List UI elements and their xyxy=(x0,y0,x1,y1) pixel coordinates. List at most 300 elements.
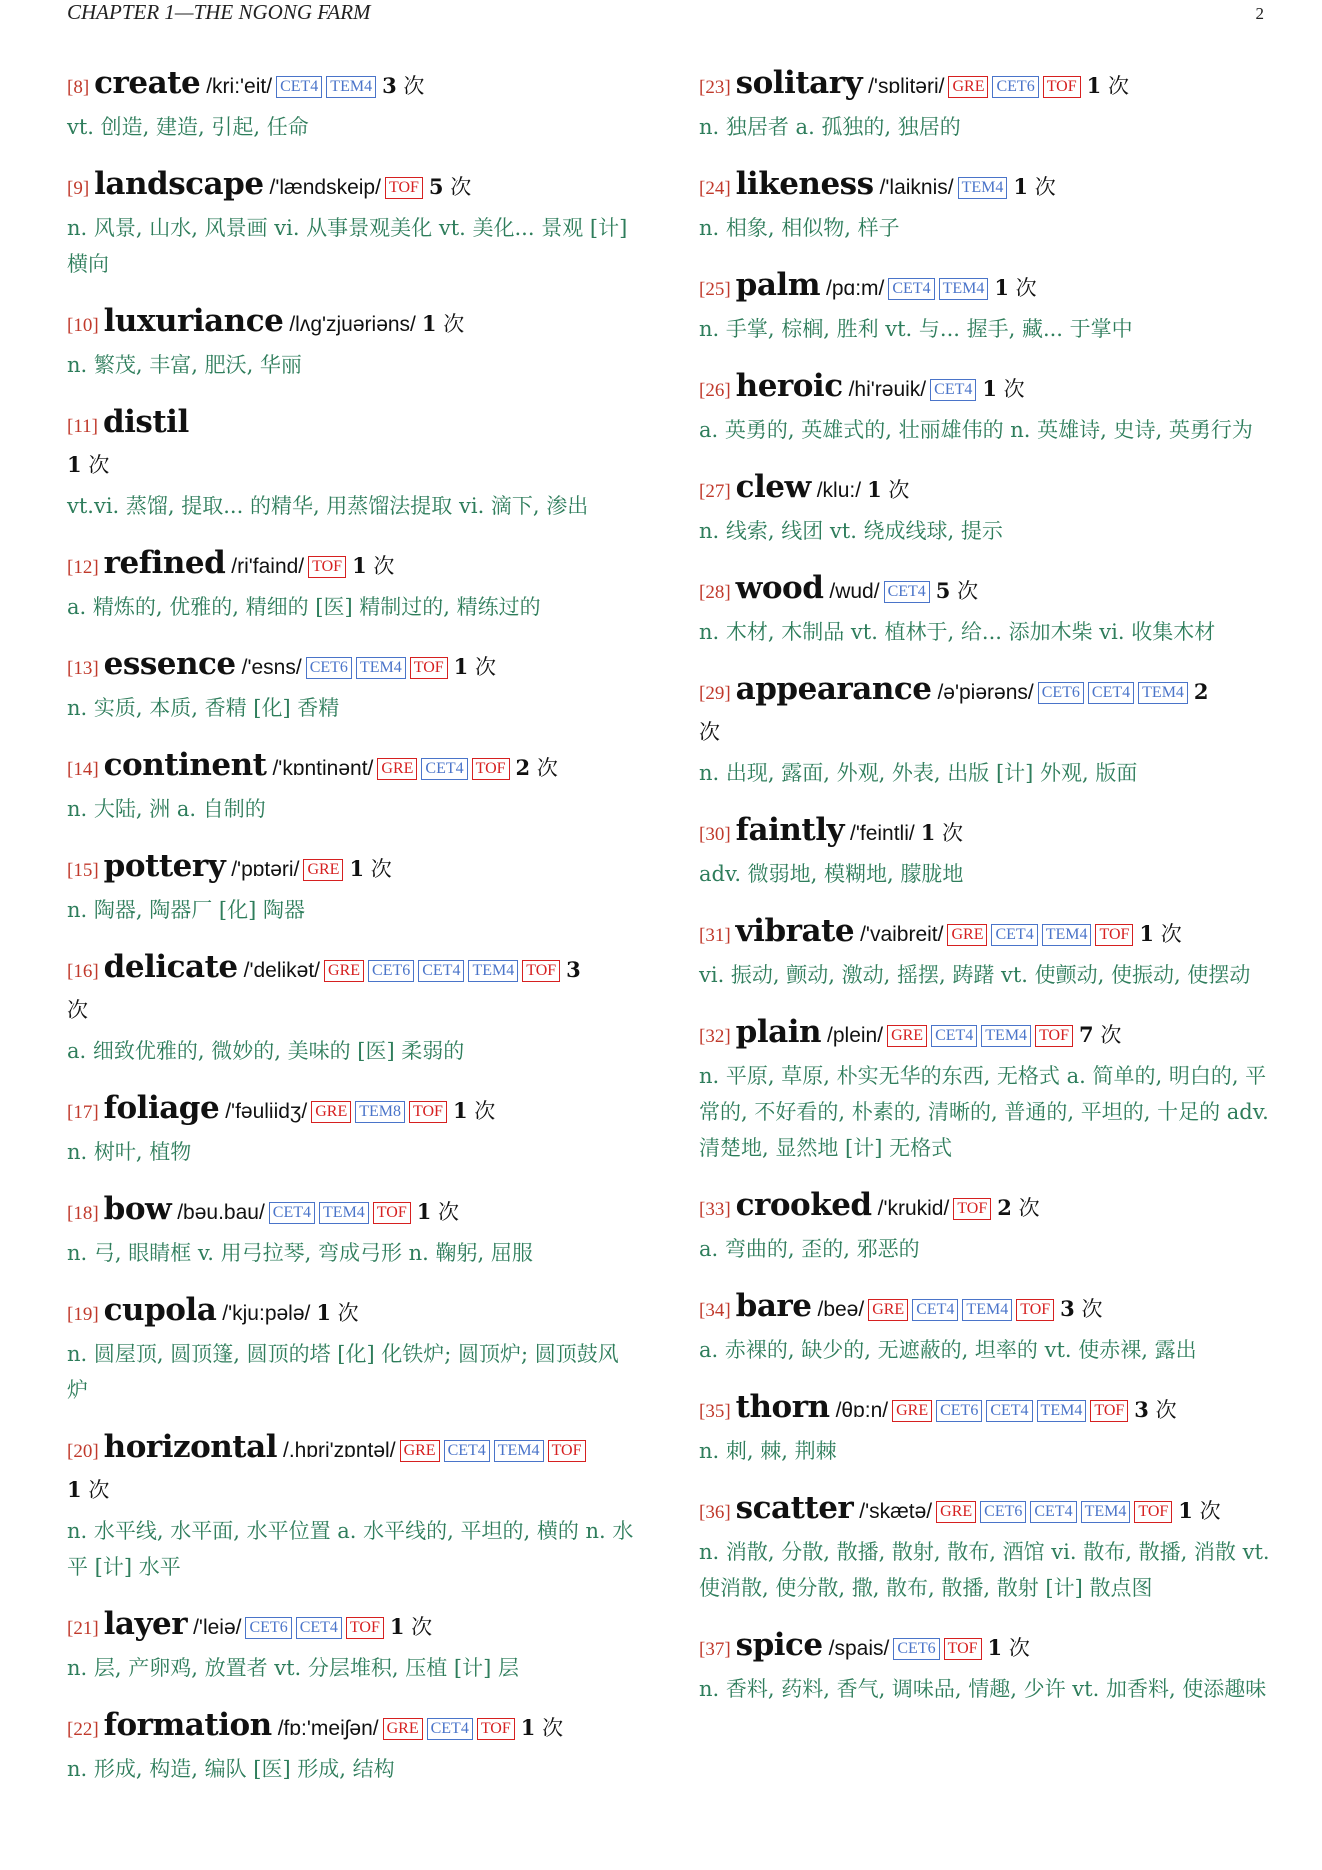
count-value: 1 xyxy=(352,553,367,578)
phonetic: /'skætə/ xyxy=(859,1500,933,1523)
exam-tag-tem4: TEM4 xyxy=(1042,924,1092,946)
entry-number: [23] xyxy=(699,77,731,98)
entry-number: [12] xyxy=(67,557,99,578)
phonetic: /'lændskeip/ xyxy=(269,176,381,199)
count-value: 1 xyxy=(67,1477,82,1502)
entry-number: [17] xyxy=(67,1102,99,1123)
headword: continent xyxy=(103,747,267,783)
definition: n. 消散, 分散, 散播, 散射, 散布, 酒馆 vi. 散布, 散播, 消散 vt. 使消散, 使分散, 撒, 散布, 散播, 散射 [计] 散点图 xyxy=(699,1540,1270,1600)
entry-number: [37] xyxy=(699,1639,731,1660)
exam-tag-tof: TOF xyxy=(953,1198,991,1220)
definition: n. 树叶, 植物 xyxy=(67,1140,192,1164)
count-unit: 次 xyxy=(370,857,392,881)
exam-tag-tem4: TEM4 xyxy=(1081,1501,1131,1523)
exam-tag-gre: GRE xyxy=(324,960,364,982)
definition: n. 形成, 构造, 编队 [医] 形成, 结构 xyxy=(67,1757,395,1781)
entry-number: [20] xyxy=(67,1441,99,1462)
headword-line xyxy=(699,1489,1271,1532)
phonetic: /'leiə/ xyxy=(193,1616,242,1639)
count-value: 2 xyxy=(1193,679,1209,704)
phonetic: /wud/ xyxy=(829,580,880,603)
definition: n. 香料, 药料, 香气, 调味品, 情趣, 少许 vt. 加香料, 使添趣味 xyxy=(699,1677,1267,1701)
count-value: 2 xyxy=(997,1195,1012,1220)
frequency-count xyxy=(516,756,558,780)
headword-line xyxy=(67,403,639,486)
vocab-entry xyxy=(699,912,1271,993)
phonetic: /'sɒlitəri/ xyxy=(868,75,945,98)
exam-tag-gre: GRE xyxy=(892,1400,932,1422)
phonetic: /ri'faind/ xyxy=(231,555,305,578)
count-value: 1 xyxy=(1178,1498,1193,1523)
exam-tag-gre: GRE xyxy=(868,1299,908,1321)
count-unit: 次 xyxy=(88,453,110,477)
count-unit: 次 xyxy=(1155,1398,1177,1422)
headword-line xyxy=(699,569,1271,612)
definition: n. 木材, 木制品 vt. 植林于, 给... 添加木柴 vi. 收集木材 xyxy=(699,620,1216,644)
entry-number: [16] xyxy=(67,961,99,982)
headword-line xyxy=(67,948,639,1031)
exam-tag-tem4: TEM4 xyxy=(326,76,376,98)
count-value: 1 xyxy=(994,275,1009,300)
entry-number: [21] xyxy=(67,1618,99,1639)
count-value: 1 xyxy=(316,1300,331,1325)
phonetic: /θɒ:n/ xyxy=(835,1399,889,1422)
frequency-count xyxy=(454,655,496,679)
headword: cupola xyxy=(103,1292,217,1328)
frequency-count xyxy=(1139,922,1181,946)
headword-line xyxy=(699,811,1271,854)
count-unit: 次 xyxy=(438,1200,460,1224)
headword: foliage xyxy=(103,1090,220,1126)
count-unit: 次 xyxy=(450,175,472,199)
headword: scatter xyxy=(735,1490,854,1526)
phonetic: /'laiknis/ xyxy=(879,176,954,199)
vocab-entry xyxy=(67,1605,639,1686)
vocab-entry xyxy=(67,1706,639,1787)
headword: vibrate xyxy=(735,913,855,949)
headword: plain xyxy=(735,1014,822,1050)
entry-number: [22] xyxy=(67,1719,99,1740)
frequency-count xyxy=(867,478,909,502)
headword: solitary xyxy=(735,65,863,101)
count-unit: 次 xyxy=(1008,1636,1030,1660)
headword-line xyxy=(699,912,1271,955)
vocab-entry xyxy=(699,569,1271,650)
vocab-entry xyxy=(699,367,1271,448)
phonetic: /'vaibreit/ xyxy=(860,923,944,946)
count-value: 1 xyxy=(67,452,82,477)
frequency-count xyxy=(316,1301,358,1325)
vocab-entry xyxy=(67,544,639,625)
exam-tag-tem4: TEM4 xyxy=(356,657,406,679)
headword-line xyxy=(699,64,1271,107)
headword-line xyxy=(67,1190,639,1233)
exam-tag-tof: TOF xyxy=(1035,1025,1073,1047)
definition: vt. 创造, 建造, 引起, 任命 xyxy=(67,115,309,139)
phonetic: /'fəuliidʒ/ xyxy=(225,1100,308,1123)
exam-tag-cet4: CET4 xyxy=(931,1025,977,1047)
entry-number: [28] xyxy=(699,582,731,603)
phonetic: /kri:'eit/ xyxy=(206,75,273,98)
definition: a. 精炼的, 优雅的, 精细的 [医] 精制过的, 精练过的 xyxy=(67,595,541,619)
phonetic: /'krukid/ xyxy=(877,1197,950,1220)
headword: essence xyxy=(103,646,236,682)
frequency-count xyxy=(1060,1297,1102,1321)
headword-line xyxy=(699,1388,1271,1431)
count-value: 7 xyxy=(1079,1022,1094,1047)
headword: wood xyxy=(735,570,824,606)
headword: bow xyxy=(103,1191,172,1227)
frequency-count xyxy=(997,1196,1039,1220)
count-value: 5 xyxy=(428,174,444,199)
exam-tag-cet4: CET4 xyxy=(930,379,976,401)
exam-tag-cet6: CET6 xyxy=(245,1617,291,1639)
exam-tag-tof: TOF xyxy=(522,960,560,982)
phonetic: /ə'piərəns/ xyxy=(937,681,1034,704)
definition: a. 细致优雅的, 微妙的, 美味的 [医] 柔弱的 xyxy=(67,1039,465,1063)
definition: n. 层, 产卵鸡, 放置者 vt. 分层堆积, 压植 [计] 层 xyxy=(67,1656,519,1680)
phonetic: /.hɒri'zɒntəl/ xyxy=(282,1439,396,1462)
frequency-count xyxy=(417,1200,459,1224)
headword-line xyxy=(699,165,1271,208)
count-unit: 次 xyxy=(888,478,910,502)
phonetic: /'esns/ xyxy=(241,656,302,679)
phonetic: /plein/ xyxy=(827,1024,884,1047)
entry-number: [32] xyxy=(699,1026,731,1047)
count-unit: 次 xyxy=(699,720,720,744)
vocab-entry xyxy=(699,1388,1271,1469)
headword-line xyxy=(699,1626,1271,1669)
frequency-count xyxy=(994,276,1036,300)
frequency-count xyxy=(422,312,464,336)
phonetic: /'pɒtəri/ xyxy=(231,858,300,881)
vocab-entry xyxy=(699,468,1271,549)
exam-tag-tof: TOF xyxy=(308,556,346,578)
headword-line xyxy=(699,1186,1271,1229)
vocab-entry xyxy=(67,1089,639,1170)
frequency-count xyxy=(921,821,963,845)
exam-tag-cet6: CET6 xyxy=(1038,682,1084,704)
exam-tag-cet4: CET4 xyxy=(1088,682,1134,704)
exam-tag-gre: GRE xyxy=(303,859,343,881)
headword-line xyxy=(67,645,639,688)
definition: n. 手掌, 棕榈, 胜利 vt. 与... 握手, 藏... 于掌中 xyxy=(699,317,1133,341)
count-unit: 次 xyxy=(373,554,395,578)
exam-tag-tof: TOF xyxy=(944,1638,982,1660)
count-unit: 次 xyxy=(1003,377,1025,401)
definition: n. 相象, 相似物, 样子 xyxy=(699,216,900,240)
vocab-entry xyxy=(699,1287,1271,1368)
frequency-count xyxy=(349,857,391,881)
definition: n. 陶器, 陶器厂 [化] 陶器 xyxy=(67,898,305,922)
entry-number: [27] xyxy=(699,481,731,502)
vocab-entry xyxy=(699,165,1271,246)
count-unit: 次 xyxy=(67,998,88,1022)
vocab-entry xyxy=(699,1626,1271,1707)
entry-number: [36] xyxy=(699,1502,731,1523)
vocab-entry xyxy=(699,670,1271,791)
definition: a. 英勇的, 英雄式的, 壮丽雄伟的 n. 英雄诗, 史诗, 英勇行为 xyxy=(699,418,1253,442)
headword-line xyxy=(699,266,1271,309)
exam-tag-tof: TOF xyxy=(1134,1501,1172,1523)
exam-tag-cet6: CET6 xyxy=(992,76,1038,98)
exam-tag-cet4: CET4 xyxy=(1030,1501,1076,1523)
frequency-count xyxy=(1178,1499,1220,1523)
definition: n. 大陆, 洲 a. 自制的 xyxy=(67,797,266,821)
page-number: 2 xyxy=(1255,4,1264,23)
exam-tag-tof: TOF xyxy=(472,758,510,780)
exam-tag-tof: TOF xyxy=(477,1718,515,1740)
vocab-entry xyxy=(699,1186,1271,1267)
exam-tag-tem8: TEM8 xyxy=(355,1101,405,1123)
headword: faintly xyxy=(735,812,845,848)
frequency-count xyxy=(390,1615,432,1639)
frequency-count xyxy=(521,1716,563,1740)
vocab-entry xyxy=(67,1291,639,1408)
left-column xyxy=(67,64,639,1807)
count-value: 1 xyxy=(520,1715,536,1740)
exam-tag-tem4: TEM4 xyxy=(939,278,989,300)
headword: landscape xyxy=(94,166,264,202)
headword-line xyxy=(67,847,639,890)
vocab-entry xyxy=(699,1013,1271,1166)
entry-number: [30] xyxy=(699,824,731,845)
headword-line xyxy=(699,1287,1271,1330)
count-unit: 次 xyxy=(957,579,979,603)
headword: create xyxy=(94,65,201,101)
frequency-count xyxy=(429,175,471,199)
headword-line xyxy=(67,1089,639,1132)
exam-tag-cet4: CET4 xyxy=(418,960,464,982)
headword-line xyxy=(67,1291,639,1334)
vocab-entry xyxy=(699,1489,1271,1606)
headword-line xyxy=(67,1605,639,1648)
frequency-count xyxy=(1087,74,1129,98)
headword: distil xyxy=(102,404,189,440)
headword: pottery xyxy=(103,848,226,884)
headword-line xyxy=(67,746,639,789)
exam-tag-tof: TOF xyxy=(1016,1299,1054,1321)
headword-line xyxy=(67,302,639,345)
definition: n. 平原, 草原, 朴实无华的东西, 无格式 a. 简单的, 明白的, 平常的, 不好看的, 朴素的, 清晰的, 普通的, 平坦的, 十足的 adv. 清楚地, 显然地 [计] 无格式 xyxy=(699,1064,1269,1160)
right-column xyxy=(699,64,1271,1727)
count-value: 1 xyxy=(1139,921,1155,946)
count-unit: 次 xyxy=(1081,1297,1103,1321)
definition: n. 出现, 露面, 外观, 外表, 出版 [计] 外观, 版面 xyxy=(699,761,1138,785)
entry-number: [10] xyxy=(67,315,99,336)
definition: vi. 振动, 颤动, 激动, 摇摆, 踌躇 vt. 使颤动, 使振动, 使摆动 xyxy=(699,963,1251,987)
entry-number: [29] xyxy=(699,683,731,704)
exam-tag-gre: GRE xyxy=(948,76,988,98)
exam-tag-tof: TOF xyxy=(1043,76,1081,98)
definition: n. 水平线, 水平面, 水平位置 a. 水平线的, 平坦的, 横的 n. 水平 [计] 水平 xyxy=(67,1519,634,1579)
headword-line xyxy=(699,367,1271,410)
vocab-entry xyxy=(67,302,639,383)
frequency-count xyxy=(1079,1023,1121,1047)
frequency-count xyxy=(1134,1398,1176,1422)
headword-line xyxy=(699,468,1271,511)
exam-tag-cet4: CET4 xyxy=(888,278,934,300)
headword: clew xyxy=(735,469,811,505)
frequency-count xyxy=(1013,175,1055,199)
entry-number: [13] xyxy=(67,658,99,679)
definition: adv. 微弱地, 模糊地, 朦胧地 xyxy=(699,862,964,886)
vocab-entry xyxy=(699,811,1271,892)
definition: n. 圆屋顶, 圆顶篷, 圆顶的塔 [化] 化铁炉; 圆顶炉; 圆顶鼓风炉 xyxy=(67,1342,619,1402)
vocab-entry xyxy=(67,1190,639,1271)
count-unit: 次 xyxy=(1107,74,1129,98)
entry-number: [15] xyxy=(67,860,99,881)
definition: n. 实质, 本质, 香精 [化] 香精 xyxy=(67,696,340,720)
count-unit: 次 xyxy=(474,655,496,679)
exam-tag-tof: TOF xyxy=(373,1202,411,1224)
count-unit: 次 xyxy=(1015,276,1037,300)
phonetic: /'feintli/ xyxy=(850,822,915,845)
count-unit: 次 xyxy=(403,74,425,98)
exam-tag-tem4: TEM4 xyxy=(981,1025,1031,1047)
frequency-count xyxy=(67,1478,109,1502)
exam-tag-tof: TOF xyxy=(409,1101,447,1123)
headword-line xyxy=(699,1013,1271,1056)
count-unit: 次 xyxy=(1034,175,1056,199)
count-value: 1 xyxy=(987,1635,1003,1660)
exam-tag-cet4: CET4 xyxy=(912,1299,958,1321)
exam-tag-gre: GRE xyxy=(947,924,987,946)
exam-tag-cet6: CET6 xyxy=(893,1638,939,1660)
phonetic: /spais/ xyxy=(828,1637,890,1660)
headword: horizontal xyxy=(103,1429,277,1465)
count-value: 1 xyxy=(349,856,365,881)
entry-number: [18] xyxy=(67,1203,99,1224)
phonetic: /fɒ:'meiʃən/ xyxy=(277,1717,379,1740)
vocab-entry xyxy=(67,64,639,145)
count-value: 2 xyxy=(515,755,531,780)
vocab-entry xyxy=(699,266,1271,347)
vocab-entry xyxy=(67,645,639,726)
exam-tag-tem4: TEM4 xyxy=(958,177,1008,199)
entry-number: [24] xyxy=(699,178,731,199)
entry-number: [11] xyxy=(67,416,98,437)
headword: delicate xyxy=(103,949,238,985)
entry-number: [19] xyxy=(67,1304,99,1325)
count-value: 5 xyxy=(935,578,951,603)
exam-tag-cet6: CET6 xyxy=(368,960,414,982)
phonetic: /'delikət/ xyxy=(243,959,321,982)
count-unit: 次 xyxy=(337,1301,359,1325)
page-header xyxy=(67,0,1264,26)
headword-line xyxy=(67,1428,639,1511)
exam-tag-gre: GRE xyxy=(377,758,417,780)
vocab-entry xyxy=(67,847,639,928)
vocab-entry xyxy=(67,403,639,524)
phonetic: /lʌg'zjuəriəns/ xyxy=(289,313,416,336)
count-unit: 次 xyxy=(443,312,465,336)
exam-tag-cet4: CET4 xyxy=(269,1202,315,1224)
count-value: 1 xyxy=(452,1098,468,1123)
headword: heroic xyxy=(735,368,843,404)
headword: formation xyxy=(103,1707,272,1743)
exam-tag-tof: TOF xyxy=(346,1617,384,1639)
exam-tag-tem4: TEM4 xyxy=(468,960,518,982)
phonetic: /pɑ:m/ xyxy=(826,277,885,300)
headword-line xyxy=(67,64,639,107)
headword-line xyxy=(67,1706,639,1749)
definition: n. 繁茂, 丰富, 肥沃, 华丽 xyxy=(67,353,302,377)
phonetic: /'kju:pələ/ xyxy=(222,1302,311,1325)
headword-line xyxy=(67,544,639,587)
vocab-entry xyxy=(67,948,639,1069)
exam-tag-tem4: TEM4 xyxy=(494,1440,544,1462)
phonetic: /hi'rəuik/ xyxy=(848,378,927,401)
headword: likeness xyxy=(735,166,874,202)
headword: appearance xyxy=(735,671,932,707)
frequency-count xyxy=(382,74,424,98)
definition: a. 赤裸的, 缺少的, 无遮蔽的, 坦率的 vt. 使赤裸, 露出 xyxy=(699,1338,1197,1362)
frequency-count xyxy=(982,377,1024,401)
exam-tag-tof: TOF xyxy=(410,657,448,679)
frequency-count xyxy=(988,1636,1030,1660)
count-value: 3 xyxy=(566,957,581,982)
exam-tag-tem4: TEM4 xyxy=(1138,682,1188,704)
frequency-count xyxy=(936,579,978,603)
exam-tag-tem4: TEM4 xyxy=(319,1202,369,1224)
count-value: 3 xyxy=(1060,1296,1075,1321)
entry-number: [34] xyxy=(699,1300,731,1321)
count-value: 3 xyxy=(1134,1397,1149,1422)
definition: n. 线索, 线团 vt. 绕成线球, 提示 xyxy=(699,519,1003,543)
phonetic: /beə/ xyxy=(817,1298,865,1321)
frequency-count xyxy=(67,453,109,477)
exam-tag-tem4: TEM4 xyxy=(1037,1400,1087,1422)
entry-number: [33] xyxy=(699,1199,731,1220)
definition: n. 风景, 山水, 风景画 vi. 从事景观美化 vt. 美化... 景观 [计] 横向 xyxy=(67,216,628,276)
exam-tag-tof: TOF xyxy=(1095,924,1133,946)
headword: luxuriance xyxy=(103,303,284,339)
definition: n. 刺, 棘, 荆棘 xyxy=(699,1439,837,1463)
count-value: 1 xyxy=(1086,73,1102,98)
definition: a. 弯曲的, 歪的, 邪恶的 xyxy=(699,1237,920,1261)
headword: refined xyxy=(103,545,226,581)
headword: crooked xyxy=(735,1187,872,1223)
exam-tag-cet4: CET4 xyxy=(991,924,1037,946)
exam-tag-tof: TOF xyxy=(385,177,423,199)
frequency-count xyxy=(453,1099,495,1123)
count-value: 1 xyxy=(453,654,469,679)
exam-tag-cet4: CET4 xyxy=(986,1400,1032,1422)
phonetic: /'kɒntinənt/ xyxy=(272,757,374,780)
count-value: 3 xyxy=(382,73,397,98)
count-unit: 次 xyxy=(1199,1499,1221,1523)
count-value: 1 xyxy=(867,477,882,502)
headword: palm xyxy=(735,267,820,303)
definition: vt.vi. 蒸馏, 提取... 的精华, 用蒸馏法提取 vi. 滴下, 渗出 xyxy=(67,494,589,518)
chapter-title: CHAPTER 1—THE NGONG FARM xyxy=(67,0,371,24)
exam-tag-tof: TOF xyxy=(548,1440,586,1462)
count-unit: 次 xyxy=(536,756,558,780)
entry-number: [9] xyxy=(67,178,90,199)
frequency-count xyxy=(566,958,581,982)
headword: bare xyxy=(735,1288,812,1324)
definition: n. 独居者 a. 孤独的, 独居的 xyxy=(699,115,961,139)
count-unit: 次 xyxy=(1018,1196,1040,1220)
exam-tag-cet4: CET4 xyxy=(427,1718,473,1740)
count-value: 1 xyxy=(920,820,936,845)
count-unit: 次 xyxy=(542,1716,564,1740)
entry-number: [26] xyxy=(699,380,731,401)
exam-tag-cet6: CET6 xyxy=(936,1400,982,1422)
entry-number: [8] xyxy=(67,77,90,98)
count-unit: 次 xyxy=(88,1478,110,1502)
